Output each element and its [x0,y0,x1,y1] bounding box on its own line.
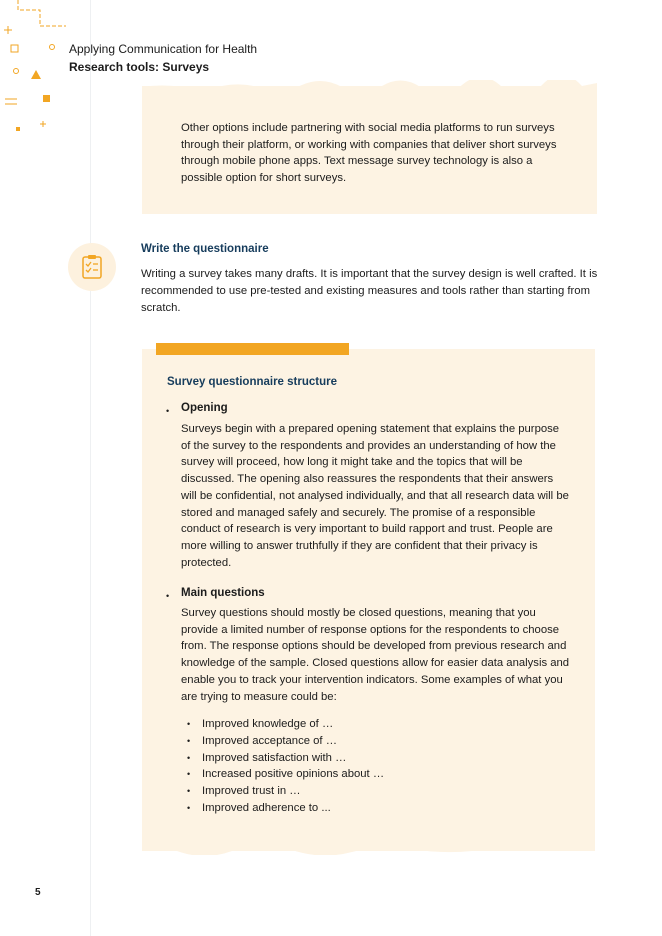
examples-list [187,716,384,817]
questionnaire-icon-badge [68,243,116,291]
decorative-shapes [0,0,80,140]
list-item: • Improved knowledge of … [187,716,384,733]
structure-heading: Survey questionnaire structure [167,376,337,388]
torn-edge-bottom [142,845,595,855]
margin-line [90,0,91,936]
structure-accent-bar [156,343,349,355]
list-item: • Improved adherence to ... [187,800,384,817]
course-title: Applying Communication for Health [69,42,258,56]
questionnaire-body: Writing a survey takes many drafts. It is important that the survey design is well crafted. It is recommended to use pre-tested and existing measures and tools rather than starting from scratch. [141,268,598,314]
main-questions-heading: Main questions [181,587,265,599]
list-item: • Increased positive opinions about … [187,766,384,783]
list-item: • Improved acceptance of … [187,733,384,750]
questionnaire-heading: Write the questionnaire [141,243,269,255]
page-number: 5 [35,887,41,898]
opening-heading: Opening [181,402,228,414]
torn-edge-top [142,80,597,92]
note-text: Other options include partnering with social media platforms to run surveys through their platform, or working with companies that deliver short surveys through mobile phone apps. Text message survey technology is also a possible option for short surveys. [181,122,557,185]
bullet-icon: • [166,591,170,601]
list-item: • Improved trust in … [187,783,384,800]
clipboard-icon [80,254,104,280]
info-note-box [142,86,597,214]
list-item: • Improved satisfaction with … [187,750,384,767]
opening-body: Surveys begin with a prepared opening statement that explains the purpose of the survey to the respondents and provides an understanding of how the survey will proceed, how long it might take and the topics that will be discussed. The opening also reassures the respondents that their answers will be confidential, not analysed individually, and that all research data will be stored and managed safely and securely. The promise of a responsible conduct of research is very important to build rapport and trust. People are more willing to answer truthfully if they are confident that their privacy is protected. [181,423,569,569]
page-header [69,40,257,76]
main-questions-body: Survey questions should mostly be closed questions, meaning that you provide a limited number of response options for the respondents to choose from. The response options should be developed from previous research and knowledge of the sample. Closed questions allow for easier data analysis and enable you to track your intervention indicators. Some examples of what you are trying to measure could be: [181,607,570,703]
bullet-icon: • [166,406,170,416]
section-title: Research tools: Surveys [69,60,210,74]
